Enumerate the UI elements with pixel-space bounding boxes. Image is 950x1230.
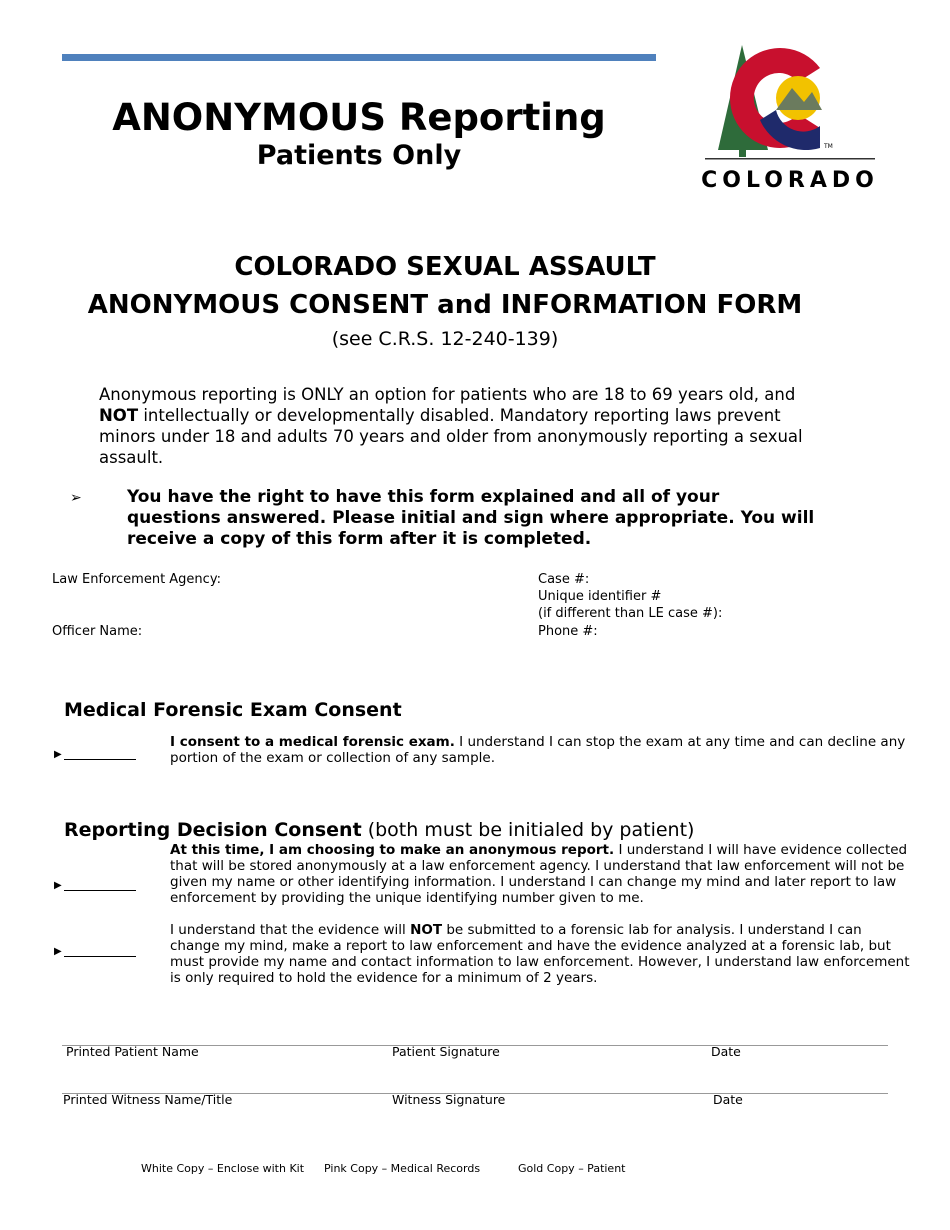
form-title-line2: ANONYMOUS CONSENT and INFORMATION FORM xyxy=(87,290,803,320)
logo-wordmark: COLORADO xyxy=(701,168,879,193)
exam-initial-field[interactable] xyxy=(54,749,136,760)
form-title-line1: COLORADO SEXUAL ASSAULT xyxy=(234,252,656,282)
phone-label: Phone #: xyxy=(538,624,598,639)
report-initial-field-1[interactable] xyxy=(54,880,136,891)
witness-name-label: Printed Witness Name/Title xyxy=(63,1092,233,1107)
uid-note: (if different than LE case #): xyxy=(538,606,723,621)
bullet-arrow-icon: ➢ xyxy=(70,490,82,506)
footer-pink-copy: Pink Copy – Medical Records xyxy=(324,1162,481,1175)
evidence-notice-text: I understand that the evidence will NOT be submitted to a forensic lab for analysis. I understand I can change my mind, make a report to law enforcement and have the evidence analyzed at a forensic lab, but must provide my name and contact information to law enforcement. However, I understand law enforcement is only required to hold the evidence for a minimum of 2 years. xyxy=(170,922,910,986)
arrow-icon: ▶ xyxy=(54,946,62,957)
officer-label: Officer Name: xyxy=(52,624,143,639)
patient-signature-label: Patient Signature xyxy=(392,1044,500,1059)
arrow-icon: ▶ xyxy=(54,880,62,891)
report-initial-field-2[interactable] xyxy=(54,946,136,957)
case-label: Case #: xyxy=(538,572,590,587)
statute-citation: (see C.R.S. 12-240-139) xyxy=(331,328,559,350)
patient-date-label: Date xyxy=(711,1044,741,1059)
patient-name-label: Printed Patient Name xyxy=(66,1044,199,1059)
page-title: ANONYMOUS Reporting xyxy=(112,96,606,139)
exam-consent-text: I consent to a medical forensic exam. I understand I can stop the exam at any time and can decline any portion of the exam or collection of any sample. xyxy=(170,734,906,766)
reporting-consent-heading: Reporting Decision Consent (both must be initialed by patient) xyxy=(64,819,695,841)
arrow-icon: ▶ xyxy=(54,749,62,760)
anonymous-report-text: At this time, I am choosing to make an anonymous report. I understand I will have evidence collected that will be stored anonymously at a law enforcement agency. I understand that law enforcement will not be given my name or other identifying information. I understand I can change my mind and later report to law enforcement by providing the unique identifying number given to me. xyxy=(170,842,908,906)
page-subtitle: Patients Only xyxy=(256,140,462,171)
footer-white-copy: White Copy – Enclose with Kit xyxy=(141,1162,305,1175)
witness-signature-label: Witness Signature xyxy=(392,1092,506,1107)
exam-consent-heading: Medical Forensic Exam Consent xyxy=(64,699,402,721)
footer-gold-copy: Gold Copy – Patient xyxy=(518,1162,626,1175)
uid-label: Unique identifier # xyxy=(538,589,662,604)
svg-text:TM: TM xyxy=(824,143,833,150)
witness-date-label: Date xyxy=(713,1092,743,1107)
header-accent-bar xyxy=(62,54,656,61)
eligibility-notice: Anonymous reporting is ONLY an option for patients who are 18 to 69 years old, and NOT intellectually or developmentally disabled. Mandatory reporting laws prevent minors under 18 and adults 70 years and older from anonymously reporting a sexual assault. xyxy=(99,385,803,467)
agency-label: Law Enforcement Agency: xyxy=(52,572,221,587)
patient-rights-notice: You have the right to have this form explained and all of your questions answered. Please initial and sign where appropriate. You will receive a copy of this form after it is completed. xyxy=(127,487,815,549)
